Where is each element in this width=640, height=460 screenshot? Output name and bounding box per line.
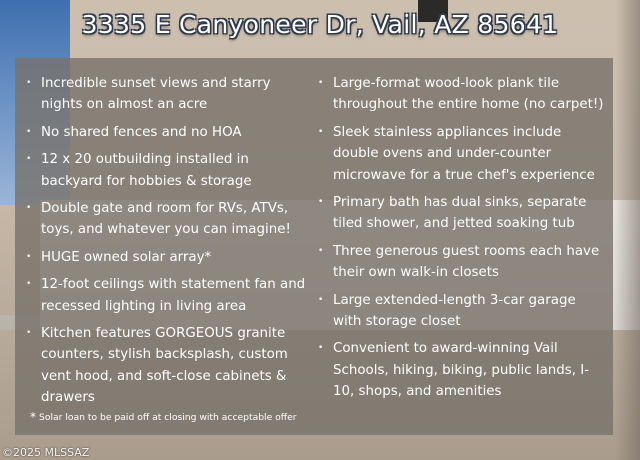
feature-list-right [318, 73, 608, 409]
feature-text: Three generous guest rooms each have their own walk-in closets [333, 243, 600, 281]
feature-text: Double gate and room for RVs, ATVs, toys, and whatever you can imagine! [41, 201, 291, 238]
feature-item [26, 247, 308, 268]
bullet-icon: • [26, 126, 32, 137]
bullet-icon: • [26, 251, 32, 262]
feature-text: Kitchen features GORGEOUS granite counters, stylish backsplash, custom vent hood, and soft-close cabinets & drawers [41, 326, 288, 406]
feature-item [26, 149, 308, 192]
feature-list-left [26, 73, 308, 415]
feature-item [318, 290, 608, 333]
feature-item [26, 323, 308, 409]
listing-title: 3335 E Canyoneer Dr, Vail, AZ 85641 [81, 10, 559, 39]
bullet-icon: • [26, 328, 32, 339]
bullet-icon: • [26, 78, 32, 88]
bullet-icon: • [26, 154, 32, 165]
feature-item [26, 198, 308, 241]
feature-item [26, 274, 308, 317]
feature-text: Sleek stainless appliances include double ovens and under-counter microwave for a true chef's experience [333, 124, 595, 183]
feature-item [318, 122, 608, 186]
feature-item [318, 338, 608, 402]
feature-item [26, 122, 308, 143]
feature-item [318, 192, 608, 235]
feature-text: No shared fences and no HOA [41, 124, 242, 140]
bullet-icon: • [318, 126, 324, 137]
feature-text: Convenient to award-winning Vail Schools, hiking, biking, public lands, I-10, shops, and amenities [333, 341, 590, 400]
feature-text: Incredible sunset views and starry nights on almost an acre [41, 76, 271, 113]
copyright-watermark: ©2025 MLSSAZ [2, 446, 90, 459]
feature-text: 12 x 20 outbuilding installed in backyard for hobbies & storage [41, 152, 252, 189]
wall-shadow [615, 0, 640, 460]
footnote-marker: * [30, 410, 36, 424]
feature-text: Large-format wood-look plank tile throughout the entire home (no carpet!) [333, 76, 604, 113]
feature-text: Primary bath has dual sinks, separate tiled shower, and jetted soaking tub [333, 195, 587, 232]
bullet-icon: • [26, 203, 32, 214]
feature-text: HUGE owned solar array* [41, 249, 212, 265]
feature-text: Large extended-length 3-car garage with storage closet [333, 292, 576, 330]
bullet-icon: • [318, 78, 324, 88]
solar-footnote [30, 410, 297, 424]
bullet-icon: • [26, 279, 32, 290]
feature-item [26, 73, 308, 116]
bullet-icon: • [318, 245, 324, 256]
bullet-icon: • [318, 197, 324, 208]
bullet-icon: • [318, 343, 324, 354]
feature-item [318, 241, 608, 284]
feature-text: 12-foot ceilings with statement fan and recessed lighting in living area [41, 277, 306, 314]
bullet-icon: • [318, 294, 324, 305]
feature-item [318, 73, 608, 116]
footnote-text: Solar loan to be paid off at closing with acceptable offer [39, 412, 297, 423]
